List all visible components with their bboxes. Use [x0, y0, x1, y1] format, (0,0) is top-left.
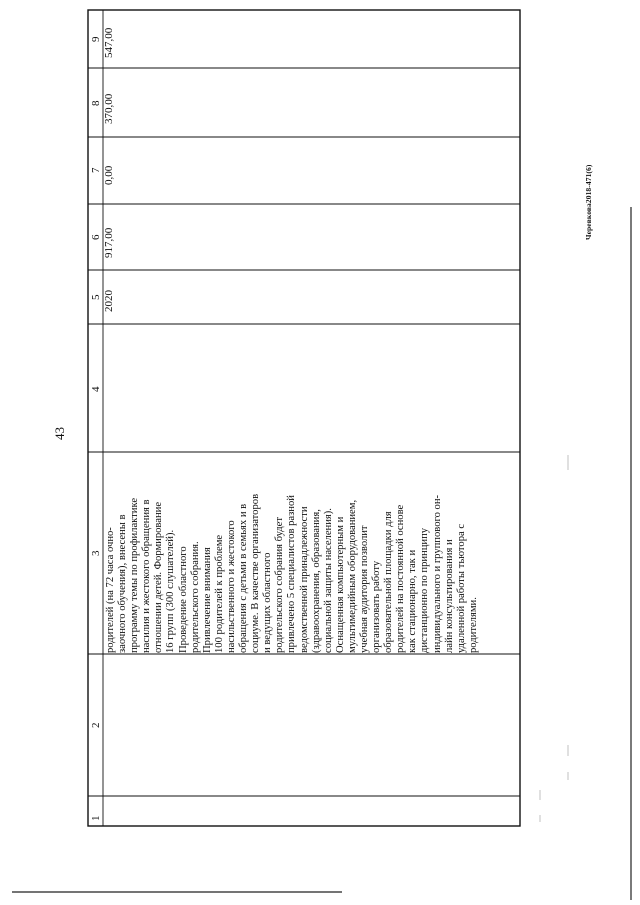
- description-line: 100 родителей к проблеме: [213, 534, 225, 653]
- description-line: и ведущих областного: [262, 552, 274, 653]
- description-line: привлечено 5 специалистов разной: [286, 495, 298, 653]
- page-number: 43: [52, 427, 67, 440]
- description-line: насильственного и жестокого: [225, 520, 237, 653]
- description-line: обращения с детьми в семьях и в: [238, 503, 250, 653]
- description-line: учебная аудитория позволит: [358, 525, 370, 653]
- description-line: 16 групп (300 слушателей).: [165, 529, 177, 653]
- amount-cell-8: 370,00: [103, 93, 115, 124]
- description-line: дистанционно по принципу: [419, 527, 431, 653]
- description-line: Привлечение внимания: [201, 547, 213, 653]
- description-line: отношении детей. Формирование: [153, 501, 165, 653]
- column-number-7: 7: [90, 167, 102, 173]
- amount-cell-7: 0,00: [103, 165, 115, 185]
- description-line: социальной защиты населения).: [322, 508, 334, 653]
- description-line: родителей (на 72 часа очно-: [105, 527, 116, 653]
- description-line: заочного обучения), внесены в: [117, 514, 129, 653]
- description-line: социуме. В качестве организаторов: [250, 493, 262, 653]
- description-line: мультимедийным оборудованием,: [346, 499, 358, 653]
- description-line: родительского собрания.: [189, 541, 201, 653]
- description-line: ведомственной принадлежности: [298, 506, 310, 653]
- column-number-9: 9: [90, 36, 102, 42]
- description-line: Оснащенная компьютерным и: [334, 516, 346, 653]
- year-cell: 2020: [103, 290, 115, 312]
- description-line: программу темы по профилактике: [129, 497, 141, 653]
- column-number-2: 2: [90, 722, 102, 728]
- description-line: образовательной площадки для: [383, 511, 395, 653]
- description-line: лайн консультирования и: [443, 539, 455, 653]
- description-line: родителями.: [467, 597, 479, 653]
- description-line: родительского собрания будет: [274, 516, 286, 653]
- column-number-4: 4: [90, 386, 102, 392]
- column-number-1: 1: [90, 815, 102, 821]
- description-line: Проведение областного: [177, 546, 189, 653]
- description-line: индивидуального и группового он-: [431, 494, 443, 653]
- column-number-8: 8: [90, 100, 102, 106]
- amount-cell-9: 547,00: [103, 27, 115, 58]
- amount-cell-6: 917,00: [103, 227, 115, 258]
- column-number-3: 3: [90, 550, 102, 556]
- description-line: удаленной работы тьютора с: [455, 523, 467, 653]
- column-number-6: 6: [90, 234, 102, 240]
- column-number-5: 5: [90, 294, 102, 300]
- description-line: организовать работу: [371, 560, 383, 653]
- description-cell: [105, 461, 481, 653]
- document-code: Черевкова2018-471(6): [584, 164, 593, 240]
- description-line: насилия и жестокого обращения в: [141, 499, 153, 653]
- description-line: как стационарно, так и: [407, 549, 419, 653]
- description-line: родителей на постоянной основе: [395, 504, 407, 653]
- description-line: (здравоохранения, образования,: [310, 509, 322, 653]
- table-border: [88, 10, 520, 826]
